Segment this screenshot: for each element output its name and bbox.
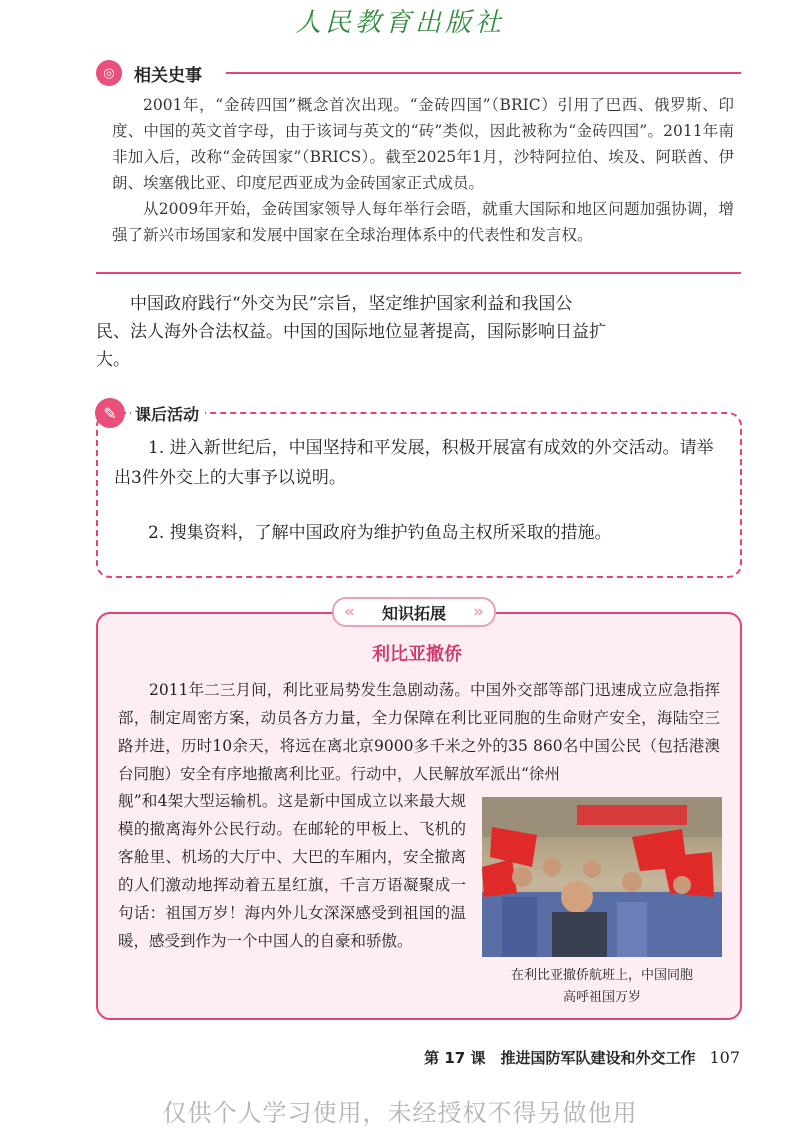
body-paragraph: 中国政府践行“外交为民”宗旨，坚定维护国家利益和我国公民、法人海外合法权益。中国的国际地位显著提高，国际影响日益扩大。 [96, 294, 606, 370]
knowledge-section-title: 知识拓展 [381, 603, 446, 623]
photo-caption-line: 在利比亚撤侨航班上，中国同胞 [510, 968, 693, 983]
history-text [112, 92, 734, 248]
activity-section-title: 课后活动 [131, 402, 205, 425]
chevron-left-icon: « [344, 602, 355, 622]
page-number: 107 [709, 1048, 740, 1067]
history-paragraph: 从2009年开始，金砖国家领导人每年举行会晤，就重大国际和地区问题加强协调，增强了新兴市场国家和发展中国家在全球治理体系中的代表性和发言权。 [112, 200, 734, 244]
history-paragraph: 2001年，“金砖四国”概念首次出现。“金砖四国”（BRIC）引用了巴西、俄罗斯、印度、中国的英文首字母，由于该词与英文的“砖”类似，因此被称为“金砖四国”。2011年南非加入后，改称“金砖国家”（BRICS）。截至2025年1月，沙特阿拉伯、埃及、阿联酋、伊朗、埃塞俄比亚、印度尼西亚成为金砖国家正式成员。 [112, 96, 734, 192]
history-section-header [96, 60, 741, 86]
lesson-title: 第 17 课 推进国防军队建设和外交工作 [424, 1049, 696, 1067]
knowledge-tab [332, 597, 496, 627]
history-section-title: 相关史事 [134, 66, 202, 86]
section-divider [226, 72, 741, 74]
section-divider [96, 272, 741, 274]
knowledge-paragraph-continued: 舰”和4架大型运输机。这是新中国成立以来最大规模的撤离海外公民行动。在邮轮的甲板上、飞机的客舱里、机场的大厅中、大巴的车厢内，安全撤离的人们激动地挥动着五星红旗，千言万语凝聚成一句话：祖国万岁！海内外儿女深深感受到祖国的温暖，感受到作为一个中国人的自豪和骄傲。 [118, 792, 466, 950]
publisher-logo: 人民教育出版社 [294, 8, 505, 38]
activity-item: 2. 搜集资料，了解中国政府为维护钓鱼岛主权所采取的措施。 [148, 523, 612, 543]
pencil-icon: ✎ [95, 398, 125, 428]
page-footer [424, 1047, 740, 1068]
photo-caption-line: 高呼祖国万岁 [562, 990, 641, 1005]
knowledge-subtitle: 利比亚撤侨 [372, 644, 462, 665]
history-icon: ◎ [96, 60, 122, 86]
photo-caption [482, 965, 722, 1009]
body-text [96, 290, 606, 374]
evacuation-photo [482, 797, 722, 957]
activity-item: 1. 进入新世纪后，中国坚持和平发展，积极开展富有成效的外交活动。请举出3件外交上的大事予以说明。 [114, 438, 714, 488]
activity-list [114, 433, 730, 548]
watermark: 仅供个人学习使用，未经授权不得另做他用 [162, 1099, 638, 1127]
chevron-right-icon: » [473, 602, 484, 622]
knowledge-paragraph: 2011年二三月间，利比亚局势发生急剧动荡。中国外交部等部门迅速成立应急指挥部，制定周密方案，动员各方力量，全力保障在利比亚同胞的生命财产安全，海陆空三路并进，历时10余天，将远在离北京9000多千米之外的35 860名中国公民（包括港澳台同胞）安全有序地撤离利比亚。行动中，人民解放军派出“徐州 [118, 681, 720, 783]
